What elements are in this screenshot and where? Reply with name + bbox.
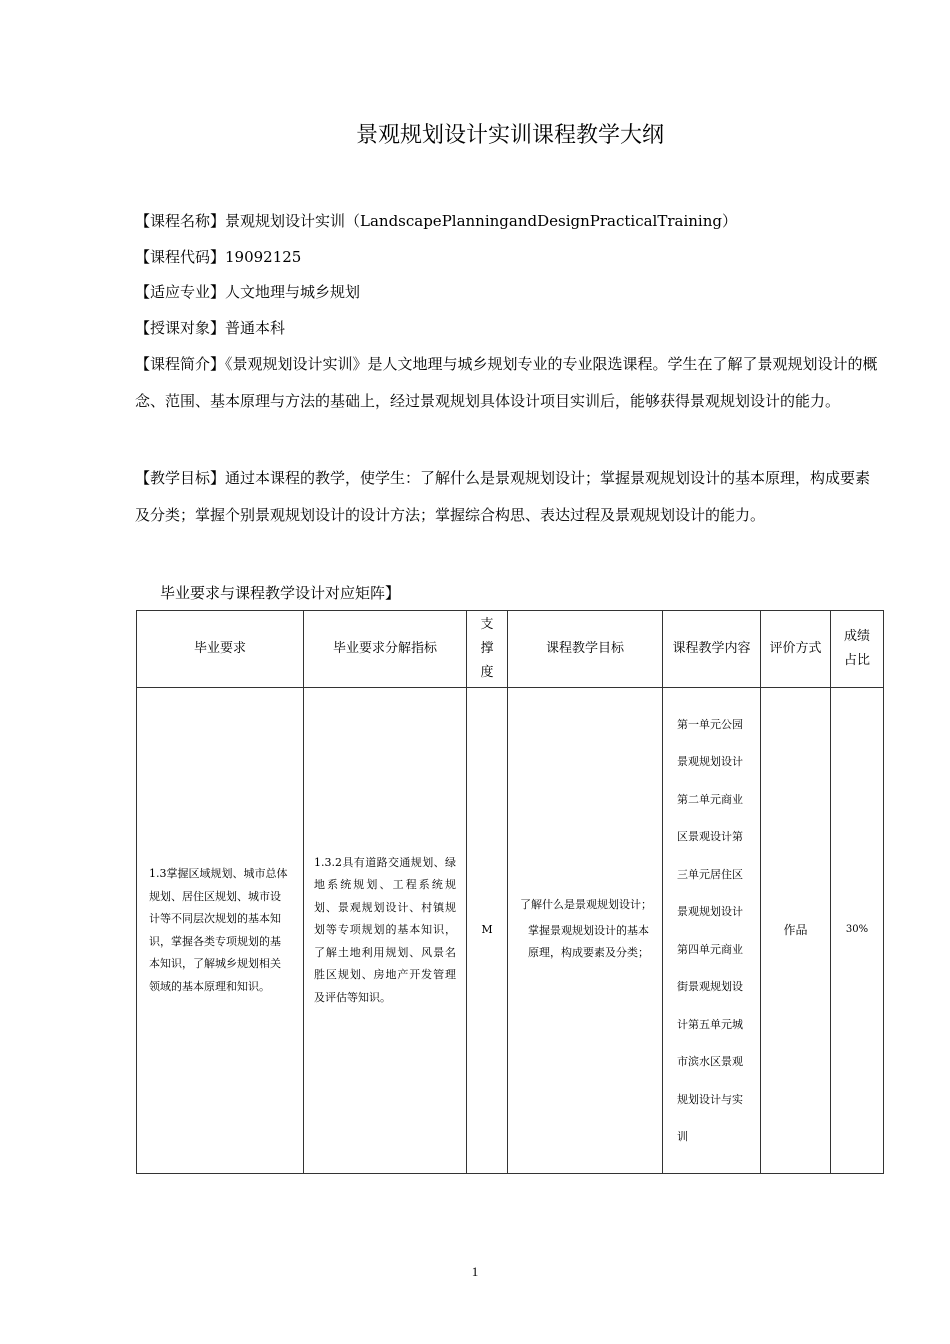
cell-content: 第一单元公园景观规划设计第二单元商业区景观设计第三单元居住区景观规划设计第四单元商业街景观规划设计第五单元城市滨水区景观规划设计与实训 bbox=[663, 688, 761, 1174]
applicable-major: 【适应专业】人文地理与城乡规划 bbox=[135, 283, 361, 301]
header-requirement: 毕业要求 bbox=[137, 611, 304, 688]
course-introduction: 【课程简介】《景观规划设计实训》是人文地理与城乡规划专业的专业限选课程。学生在了解了景观规划设计的概念、范围、基本原理与方法的基础上，经过景观规划具体设计项目实训后，能够获得景观规划设计的能力。 bbox=[135, 355, 878, 410]
cell-support: M bbox=[467, 688, 508, 1174]
requirements-matrix-table bbox=[136, 610, 884, 1174]
cell-evaluation: 作品 bbox=[761, 688, 831, 1174]
page-number: 1 bbox=[471, 1264, 479, 1279]
course-name: 【课程名称】景观规划设计实训（LandscapePlanningandDesignPracticalTraining） bbox=[135, 212, 737, 230]
cell-objective bbox=[508, 688, 663, 1174]
cell-weight: 30% bbox=[831, 688, 884, 1174]
cell-requirement: 1.3掌握区域规划、城市总体规划、居住区规划、城市设计等不同层次规划的基本知识，掌握各类专项规划的基本知识，了解城乡规划相关领域的基本原理和知识。 bbox=[137, 688, 304, 1174]
header-weight: 成绩占比 bbox=[831, 611, 884, 688]
teaching-audience: 【授课对象】普通本科 bbox=[135, 319, 286, 337]
teaching-objective: 【教学目标】通过本课程的教学，使学生：了解什么是景观规划设计；掌握景观规划设计的基本原理，构成要素及分类；掌握个别景观规划设计的设计方法；掌握综合构思、表达过程及景观规划设计的能力。 bbox=[135, 469, 871, 524]
objective-line-2: 掌握景观规划设计的基本原理，构成要素及分类； bbox=[528, 923, 649, 959]
matrix-caption: 毕业要求与课程教学设计对应矩阵】 bbox=[160, 584, 401, 602]
header-objective: 课程教学目标 bbox=[508, 611, 663, 688]
header-evaluation: 评价方式 bbox=[761, 611, 831, 688]
table-header-row bbox=[137, 611, 884, 688]
cell-indicator: 1.3.2具有道路交通规划、绿地系统规划、工程系统规划、景观规划设计、村镇规划等专项规划的基本知识，了解土地利用规划、风景名胜区规划、房地产开发管理及评估等知识。 bbox=[304, 688, 467, 1174]
objective-line-1: 了解什么是景观规划设计； bbox=[520, 897, 652, 911]
header-support: 支撑度 bbox=[467, 611, 508, 688]
document-title: 景观规划设计实训课程教学大纲 bbox=[355, 123, 664, 148]
header-indicator: 毕业要求分解指标 bbox=[304, 611, 467, 688]
header-content: 课程教学内容 bbox=[663, 611, 761, 688]
course-code: 【课程代码】19092125 bbox=[135, 248, 302, 266]
table-row bbox=[137, 688, 884, 1174]
